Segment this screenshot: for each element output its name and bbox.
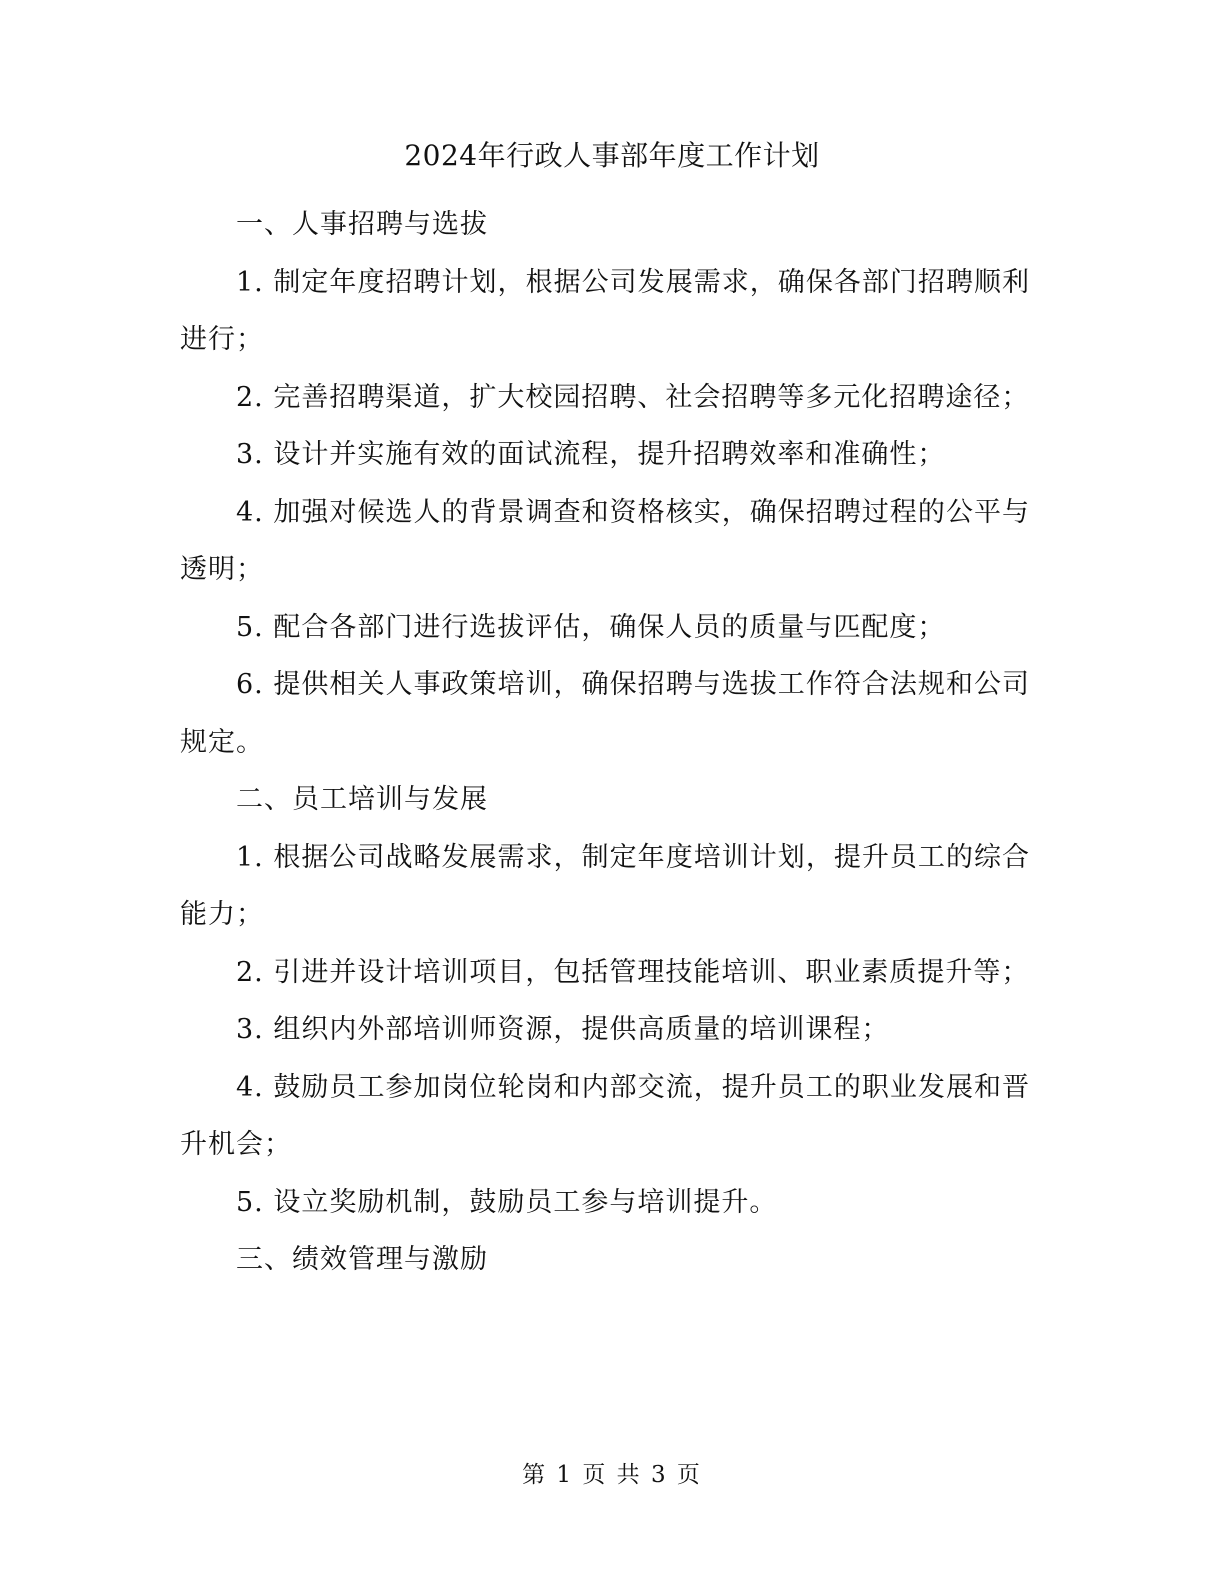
list-item: 1. 制定年度招聘计划，根据公司发展需求，确保各部门招聘顺利进行； [180, 266, 1030, 355]
list-item: 4. 加强对候选人的背景调查和资格核实，确保招聘过程的公平与透明； [180, 496, 1030, 585]
page-title: 2024年行政人事部年度工作计划 [404, 139, 820, 172]
list-item: 2. 完善招聘渠道，扩大校园招聘、社会招聘等多元化招聘途径； [236, 381, 1030, 413]
list-item: 5. 配合各部门进行选拔评估，确保人员的质量与匹配度； [236, 611, 946, 643]
list-item: 5. 设立奖励机制，鼓励员工参与培训提升。 [236, 1186, 778, 1218]
list-item: 6. 提供相关人事政策培训，确保招聘与选拔工作符合法规和公司规定。 [180, 669, 1030, 758]
section-heading: 一、人事招聘与选拔 [236, 209, 488, 240]
list-item: 1. 根据公司战略发展需求，制定年度培训计划，提升员工的综合能力； [180, 841, 1030, 930]
section-heading: 三、绩效管理与激励 [236, 1244, 488, 1275]
document-body [180, 196, 1030, 1289]
page-footer: 第 1 页 共 3 页 [522, 1462, 702, 1488]
list-item: 4. 鼓励员工参加岗位轮岗和内部交流，提升员工的职业发展和晋升机会； [180, 1071, 1030, 1160]
list-item: 3. 组织内外部培训师资源，提供高质量的培训课程； [236, 1014, 890, 1045]
section-heading: 二、员工培训与发展 [236, 784, 488, 815]
list-item: 3. 设计并实施有效的面试流程，提升招聘效率和准确性； [236, 439, 946, 470]
list-item: 2. 引进并设计培训项目，包括管理技能培训、职业素质提升等； [236, 956, 1030, 988]
